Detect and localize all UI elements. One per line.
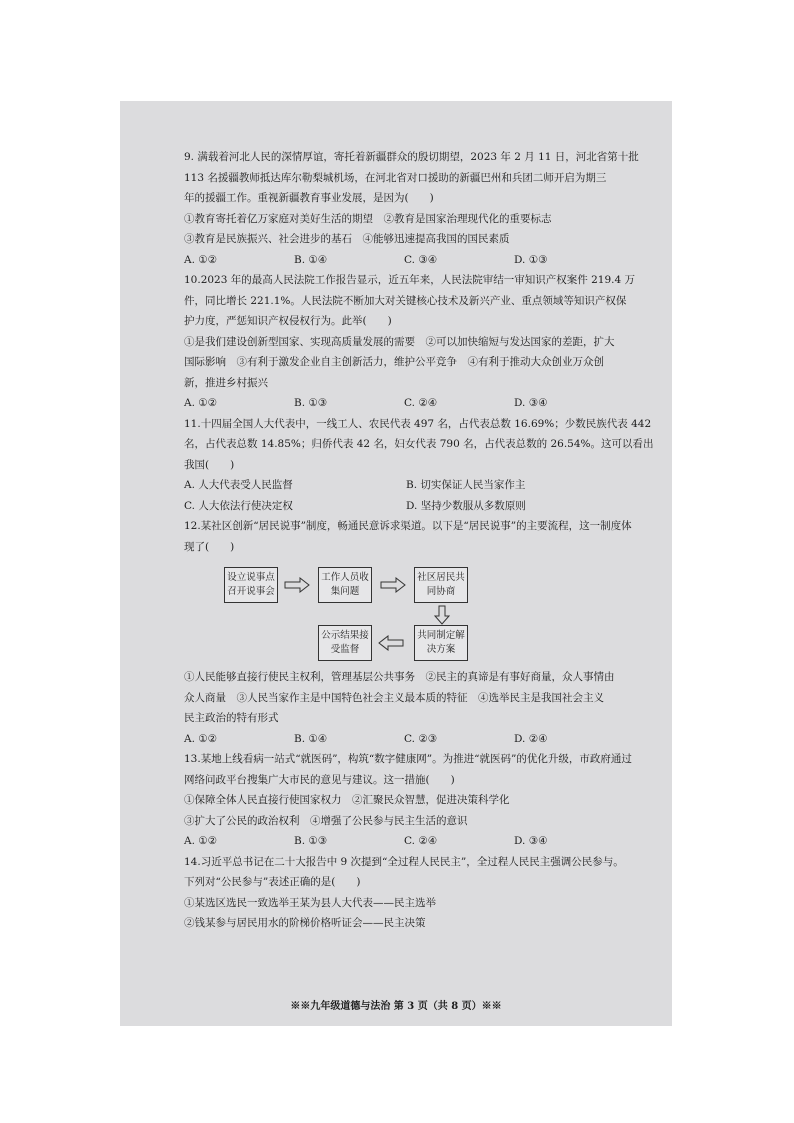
exam-paper: [120, 101, 672, 1026]
statement-line: ③扩大了公民的政治权利 ④增强了公民参与民主生活的意识: [184, 814, 468, 827]
option-a[interactable]: A. 人大代表受人民监督: [184, 479, 293, 491]
statement-line: ①是我们建设创新型国家、实现高质量发展的需要 ②可以加快缩短与发达国家的差距，扩大: [184, 335, 615, 348]
statement-line: ①某选区选民一致选举王某为县人大代表——民主选举: [184, 896, 436, 909]
option-a[interactable]: A. ①②: [184, 253, 218, 266]
statement-line: ②钱某参与居民用水的阶梯价格听证会——民主决策: [184, 917, 426, 929]
option-c[interactable]: C. ②④: [404, 397, 438, 409]
question-stem-line: 10.2023 年的最高人民法院工作报告显示，近五年来，人民法院审结一审知识产权案件 219.4 万: [184, 274, 635, 286]
question-stem-line: 我国( ): [184, 458, 235, 471]
flow-box-3: 社区居民共同协商: [414, 567, 468, 603]
question-stem-line: 下列对“公民参与”表述正确的是( ): [184, 876, 361, 888]
question-stem-line: 11.十四届全国人大代表中，一线工人、农民代表 497 名，占代表总数 16.69%；少数民族代表 442: [184, 417, 652, 430]
option-b[interactable]: B. ①④: [294, 253, 328, 266]
question-stem-line: 9. 满载着河北人民的深情厚谊，寄托着新疆群众的殷切期望，2023 年 2 月 11 日，河北省第十批: [184, 151, 639, 163]
option-c[interactable]: C. ③④: [404, 253, 438, 266]
question-13: [184, 749, 654, 852]
question-9: [184, 147, 654, 270]
process-flowchart: [184, 563, 654, 663]
question-stem-line: 113 名援疆教师抵达库尔勒梨城机场，在河北省对口援助的新疆巴州和兵团二师开启为期三: [184, 171, 607, 184]
option-b[interactable]: B. ①④: [294, 732, 328, 745]
question-stem-line: 网络问政平台搜集广大市民的意见与建议。这一措施( ): [184, 773, 455, 786]
option-a[interactable]: A. ①②: [184, 835, 218, 847]
statement-line: 众人商量 ③人民当家作主是中国特色社会主义最本质的特征 ④选举民主是我国社会主义: [184, 691, 604, 704]
option-c[interactable]: C. 人大依法行使决定权: [184, 499, 293, 512]
question-14: [184, 852, 654, 934]
question-11: [184, 414, 654, 517]
options-row: [184, 729, 654, 750]
option-a[interactable]: A. ①②: [184, 397, 218, 409]
statement-line: ③教育是民族振兴、社会进步的基石 ④能够迅速提高我国的国民素质: [184, 233, 510, 245]
option-b[interactable]: B. 切实保证人民当家作主: [406, 479, 526, 491]
option-d[interactable]: D. ③④: [514, 397, 548, 409]
statement-line: 民主政治的特有形式: [184, 712, 279, 724]
option-a[interactable]: A. ①②: [184, 732, 218, 745]
option-d[interactable]: D. ③④: [514, 835, 548, 847]
options-row: [184, 831, 654, 852]
flow-box-4: 共同制定解决方案: [414, 625, 468, 661]
options-row: [184, 250, 654, 271]
option-d[interactable]: D. ①③: [514, 253, 548, 266]
statement-line: 新，推进乡村振兴: [184, 376, 268, 389]
arrow-right-icon: [284, 577, 310, 593]
page-footer: ※※九年级道德与法治 第 3 页（共 8 页）※※: [290, 1001, 502, 1012]
option-b[interactable]: B. ①③: [294, 835, 328, 847]
statement-line: ①人民能够直接行使民主权利，管理基层公共事务 ②民主的真谛是有事好商量，众人事情由: [184, 671, 615, 683]
question-stem-line: 件，同比增长 221.1%。人民法院不断加大对关键核心技术及新兴产业、重点领域等知识产权保: [184, 294, 627, 307]
question-stem-line: 护力度，严惩知识产权侵权行为。此举( ): [184, 315, 392, 327]
option-d[interactable]: D. ②④: [514, 732, 548, 745]
option-b[interactable]: B. ①③: [294, 397, 328, 409]
flow-box-5: 公示结果接受监督: [318, 625, 372, 661]
option-c[interactable]: C. ②③: [404, 732, 438, 745]
question-10: [184, 270, 654, 414]
arrow-left-icon: [378, 635, 404, 651]
question-stem-line: 名，占代表总数 14.85%；归侨代表 42 名，妇女代表 790 名，占代表总数的 26.54%。这可以看出: [184, 438, 654, 450]
option-c[interactable]: C. ②④: [404, 835, 438, 847]
options-row: [184, 496, 654, 517]
question-stem-line: 13.某地上线看病一站式“就医码”，构筑“数字健康网”。为推进“就医码”的优化升级，市政府通过: [184, 753, 632, 765]
question-stem-line: 12.某社区创新“居民说事”制度，畅通民意诉求渠道。以下是“居民说事”的主要流程，这一制度体: [184, 520, 632, 532]
arrow-down-icon: [434, 605, 450, 625]
statement-line: ①保障全体人民直接行使国家权力 ②汇聚民众智慧，促进决策科学化: [184, 794, 510, 806]
question-stem-line: 现了( ): [184, 540, 235, 553]
flow-box-2: 工作人员收集问题: [318, 567, 372, 603]
question-12: [184, 516, 654, 749]
statement-line: 国际影响 ③有利于激发企业自主创新活力，维护公平竞争 ④有利于推动大众创业万众创: [184, 356, 604, 368]
exam-content: [184, 147, 654, 934]
arrow-right-icon: [380, 577, 406, 593]
option-d[interactable]: D. 坚持少数服从多数原则: [406, 499, 526, 512]
question-stem-line: 年的援疆工作。重视新疆教育事业发展，是因为( ): [184, 192, 434, 204]
options-row: [184, 393, 654, 414]
question-stem-line: 14.习近平总书记在二十大报告中 9 次提到“全过程人民民主”，全过程人民民主强调公民参与。: [184, 855, 624, 868]
options-row: [184, 475, 654, 496]
statement-line: ①教育寄托着亿万家庭对美好生活的期望 ②教育是国家治理现代化的重要标志: [184, 212, 552, 225]
flow-box-1: 设立说事点召开说事会: [224, 567, 278, 603]
